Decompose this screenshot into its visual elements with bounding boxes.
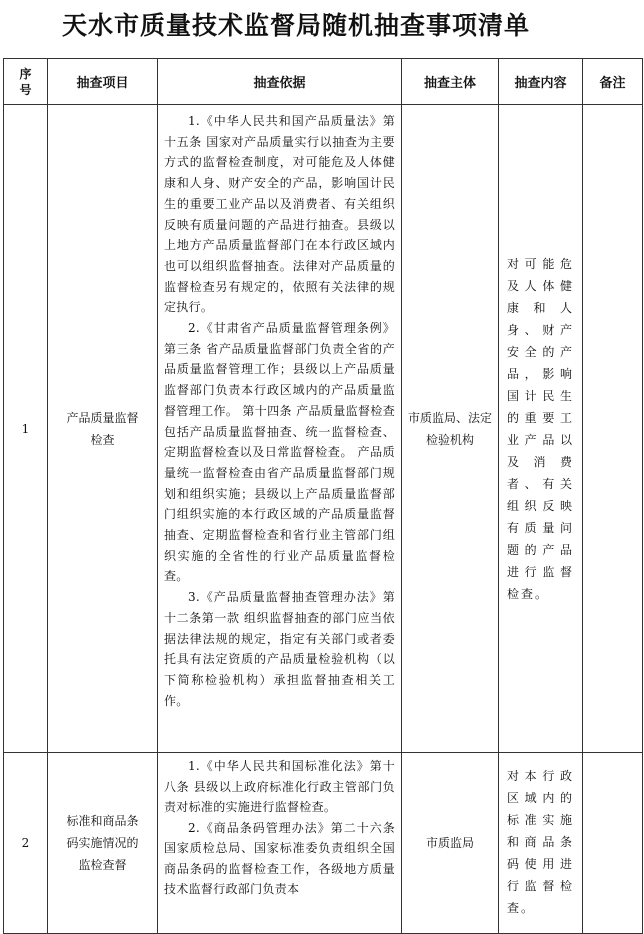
table-row	[4, 105, 643, 753]
row-no: 2	[4, 753, 48, 934]
basis-paragraph: 3.《产品质量监督抽查管理办法》第十二条第一款 组织监督抽查的部门应当依据法律法规的规定，指定有关部门或者委托具有法定资质的产品质量检验机构（以下简称检验机构）承担监督抽查相关工作。	[164, 590, 395, 708]
header-row	[4, 59, 643, 105]
basis-paragraph: 1.《中华人民共和国标准化法》第十八条 县级以上政府标准化行政主管部门负责对标准的实施进行监督检查。	[164, 759, 395, 814]
row-item: 产品质量监督检查	[48, 105, 158, 753]
header-item: 抽查项目	[48, 59, 158, 105]
row-remark	[583, 105, 643, 753]
header-remark: 备注	[583, 59, 643, 105]
row-remark	[583, 753, 643, 934]
basis-paragraph: 2.《商品条码管理办法》第二十六条 国家质检总局、国家标准委负责组织全国商品条码的监督检查工作，各级地方质量技术监督行政部门负责本	[164, 820, 395, 896]
row-basis	[158, 105, 402, 753]
header-basis: 抽查依据	[158, 59, 402, 105]
basis-paragraph: 1.《中华人民共和国产品质量法》第十五条 国家对产品质量实行以抽查为主要方式的监督检查制度，对可能危及人体健康和人身、财产安全的产品，影响国计民生的重要工业产品以及消费者、有关组织反映有质量问题的产品进行抽查。县级以上地方产品质量监督部门在本行政区域内也可以组织监督抽查。法律对产品质量的监督检查另有规定的，依照有关法律的规定执行。	[164, 114, 395, 315]
basis-paragraph: 2.《甘肃省产品质量监督管理条例》第三条 省产品质量监督部门负责全省的产品质量监督管理工作；县级以上产品质量监督部门负责本行政区域内的产品质量监督管理工作。 第十四条 产品质量监督检查包括产品质量监督抽查、统一监督检查、定期监督检查以及日常监督检查。 产品质量统一监督检查由省产品质量监督部门规划和组织实施；县级以上产品质量监督部门组织实施的本行政区域的产品质量监督抽查、定期监督检查和省行业主管部门组织实施的全省性的行业产品质量监督检查。	[164, 321, 395, 584]
row-no: 1	[4, 105, 48, 753]
row-content: 对可能危及人体健康和人身、财产安全的产品，影响国计民生的重要工业产品以及消费者、有关组织反映有质量问题的产品进行监督检查。	[499, 105, 583, 753]
header-content: 抽查内容	[499, 59, 583, 105]
row-item: 标准和商品条码实施情况的监检查督	[48, 753, 158, 934]
header-subject: 抽查主体	[402, 59, 499, 105]
row-subject: 市质监局	[402, 753, 499, 934]
page-title: 天水市质量技术监督局随机抽查事项清单	[62, 11, 531, 40]
row-content: 对本行政区域内的标准实施和商品条码使用进行监督检查。	[499, 753, 583, 934]
inspection-table	[3, 58, 643, 934]
row-basis	[158, 753, 402, 934]
table-row	[4, 753, 643, 934]
row-subject: 市质监局、法定检验机构	[402, 105, 499, 753]
header-no: 序号	[4, 59, 48, 105]
